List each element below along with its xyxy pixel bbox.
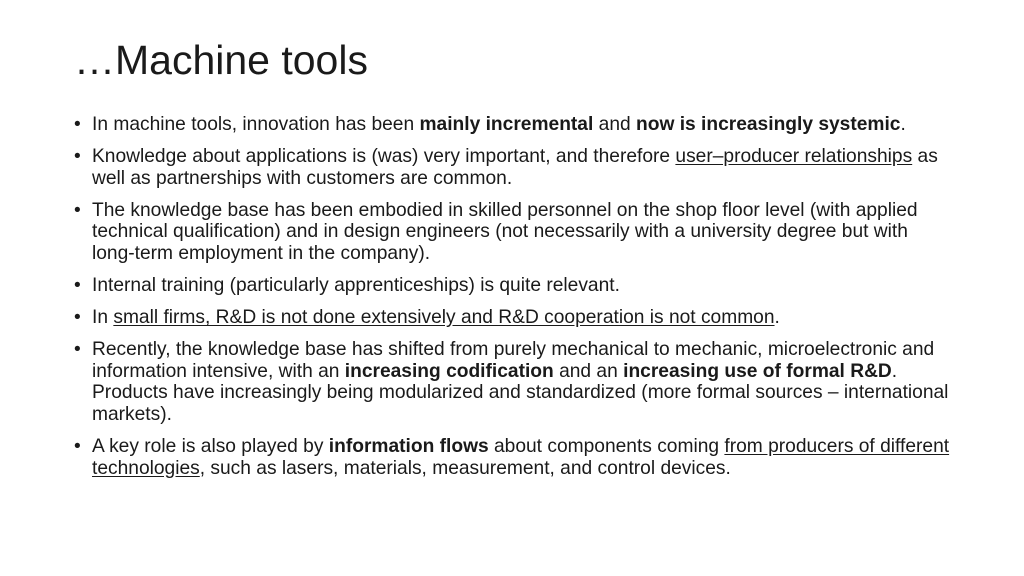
bullet-text: and an — [553, 360, 624, 382]
bold-phrase: now is increasingly systemic — [636, 114, 901, 135]
bullet-text: Internal training (particularly apprenticeships) is quite relevant. — [92, 275, 620, 297]
bullet-item — [74, 436, 954, 479]
bullet-text: , such as lasers, materials, measurement, and control devices. — [199, 457, 731, 479]
bullet-text: In machine tools, innovation has been — [92, 114, 420, 135]
bullet-text: Knowledge about applications is (was) very important, and therefore — [92, 146, 676, 168]
bullet-text: In — [92, 307, 114, 329]
bullet-text: The knowledge base has been embodied in skilled personnel on the shop floor level (with applied technical qualification) and in design engineers (not necessarily with a university degree but with long-term employment in the company). — [92, 199, 918, 264]
bullet-text: A key role is also played by — [92, 436, 329, 458]
bullet-text: . — [900, 114, 906, 135]
bold-phrase: increasing codification — [344, 360, 554, 382]
bold-phrase: increasing use of formal R&D — [623, 360, 892, 382]
bullet-text: . Products have increasingly being modularized and standardized (more formal sources – international markets). — [92, 360, 949, 426]
bullet-item — [74, 146, 954, 189]
underlined-phrase: from producers of different technologies — [92, 436, 950, 479]
bold-phrase: mainly incremental — [419, 114, 594, 135]
bullet-item — [74, 275, 954, 297]
bullet-item — [74, 307, 954, 329]
underlined-phrase: small firms, R&D is not done extensively and R&D cooperation is not common — [113, 307, 775, 329]
bullet-text: as well as partnerships with customers are common. — [92, 146, 938, 189]
bullet-text: Recently, the knowledge base has shifted from purely mechanical to mechanic, microelectronic and information intensive, with an — [92, 339, 935, 382]
bullet-text: and — [593, 114, 636, 135]
bullet-text: about components coming — [488, 436, 725, 458]
bullet-list — [74, 114, 954, 490]
bullet-item — [74, 339, 954, 425]
underlined-phrase: user–producer relationships — [675, 146, 913, 168]
bullet-item — [74, 114, 954, 136]
bullet-text: . — [774, 307, 780, 329]
bullet-item — [74, 200, 954, 265]
slide-title: …Machine tools — [74, 37, 368, 83]
bold-phrase: information flows — [328, 436, 489, 458]
